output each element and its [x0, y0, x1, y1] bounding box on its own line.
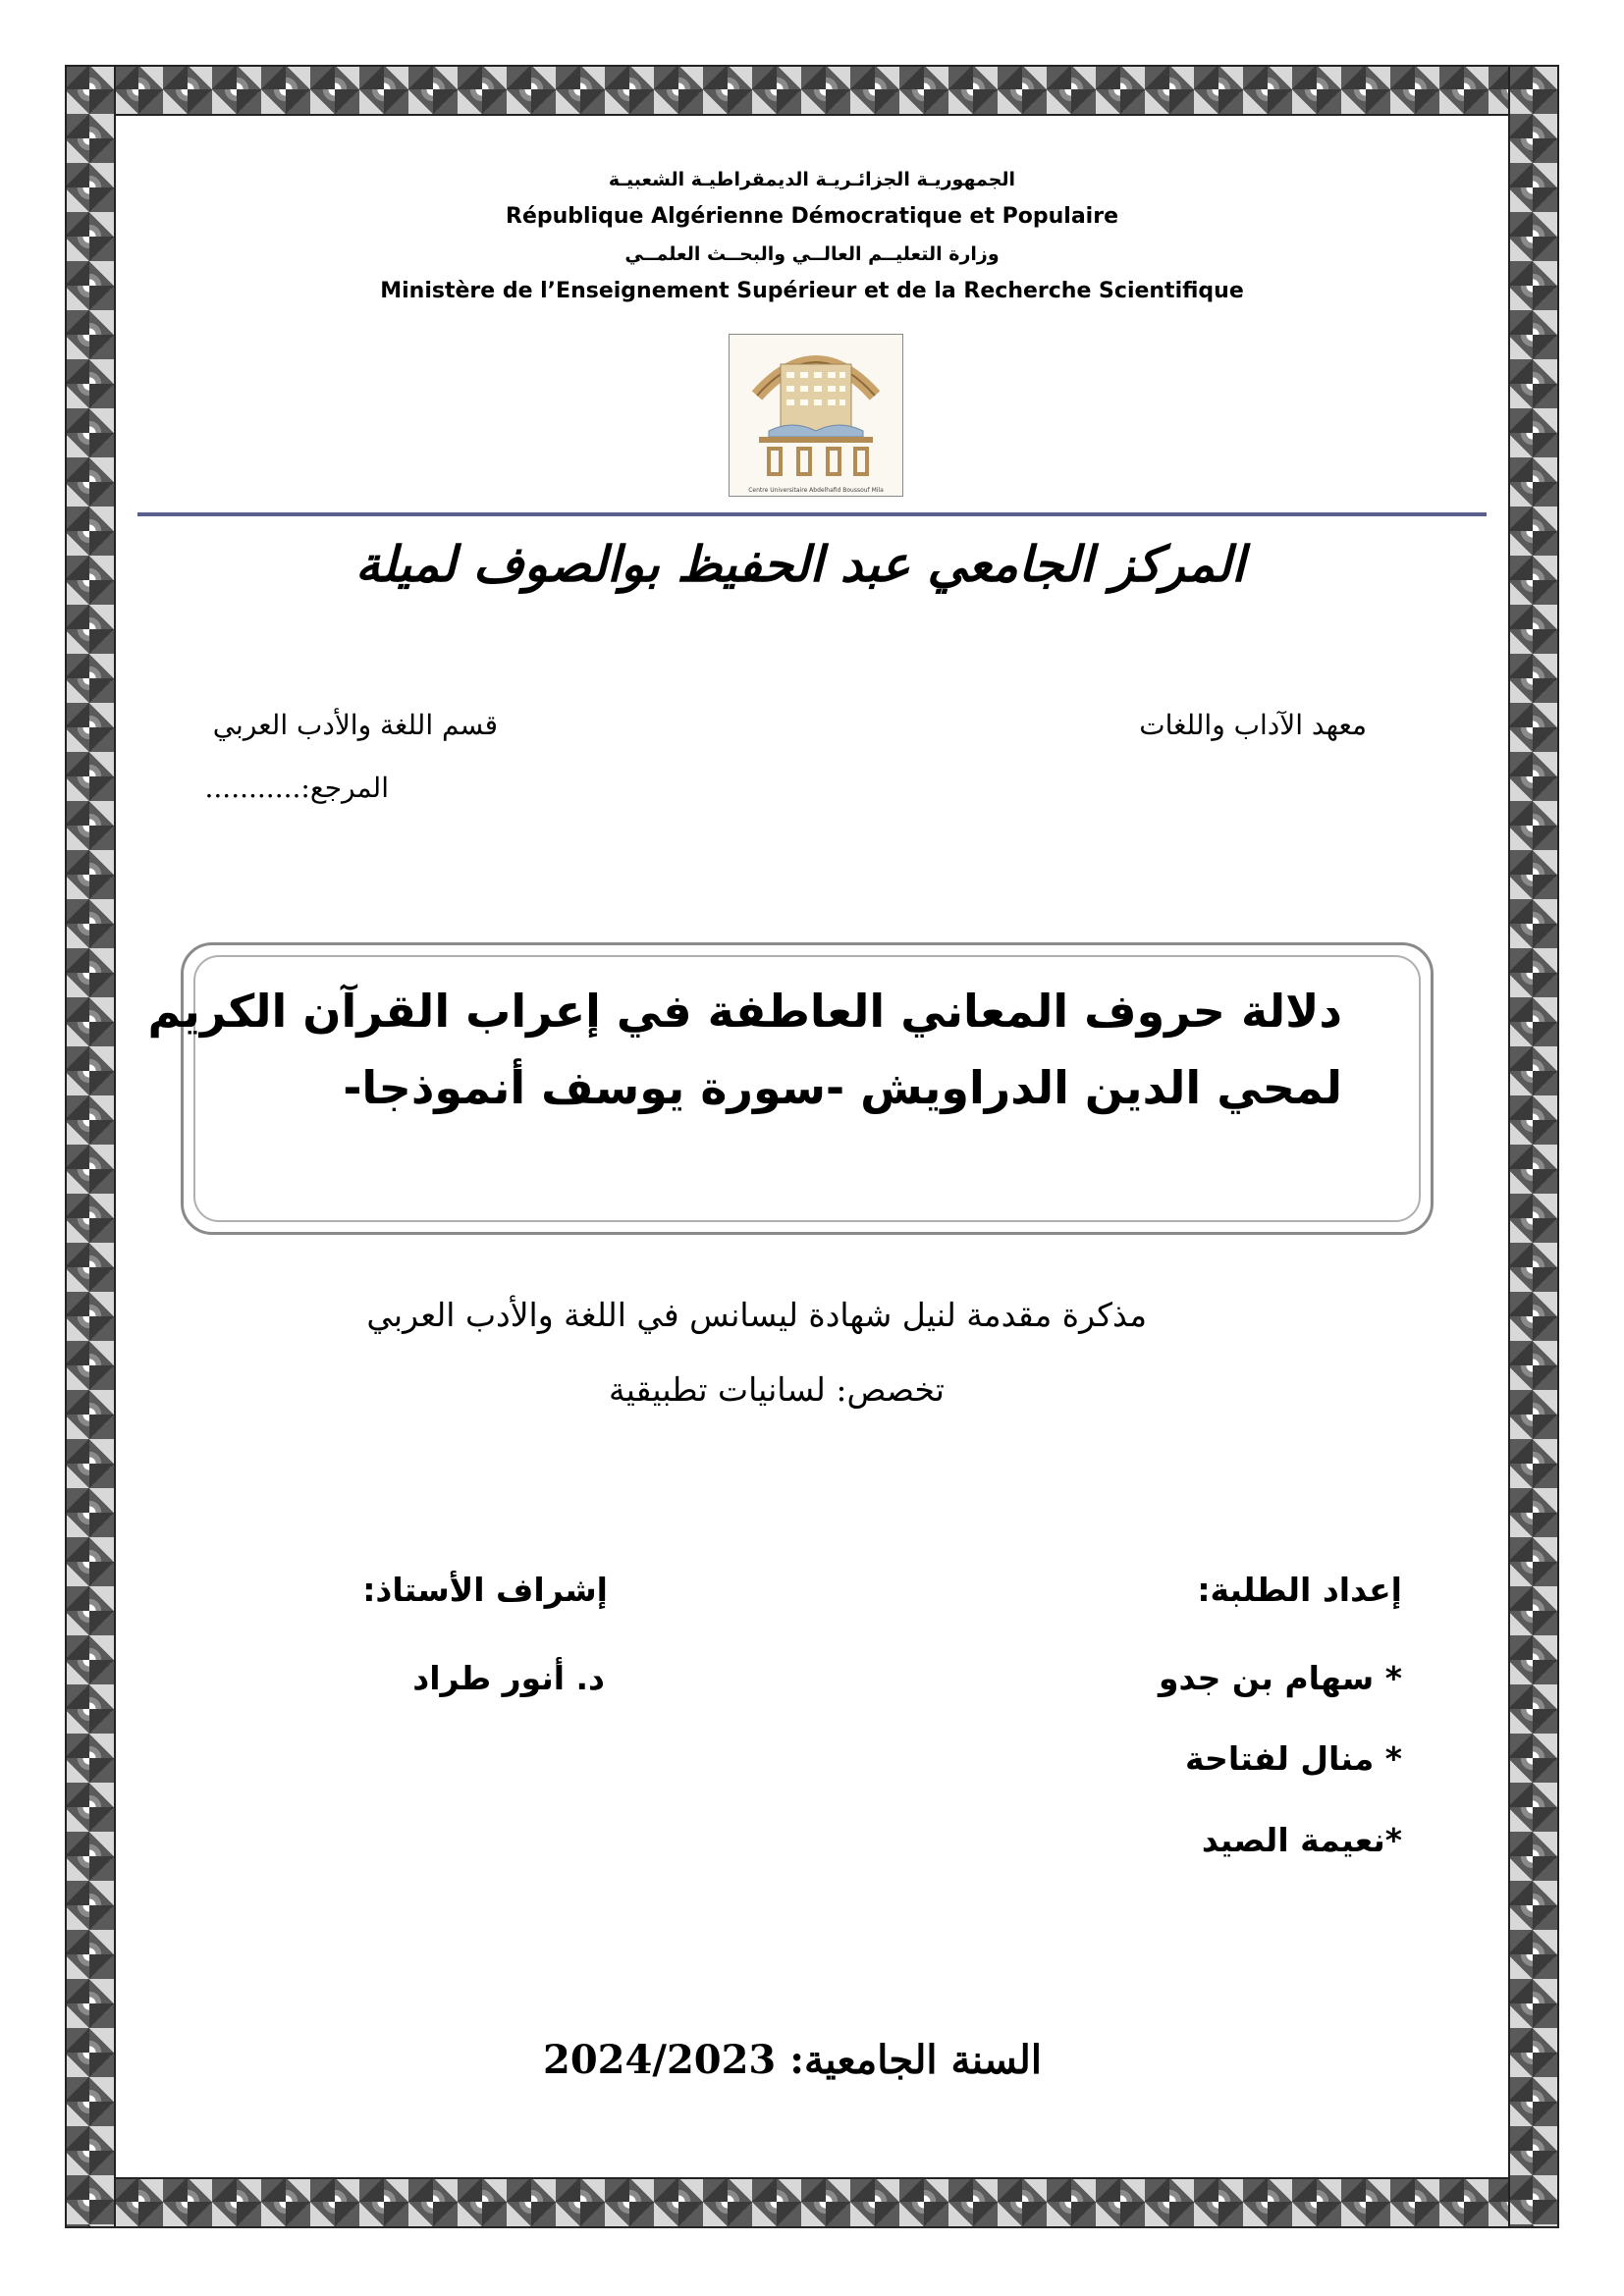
logo-building-icon [730, 335, 902, 482]
header-republic-fr: République Algérienne Démocratique et Populaire [506, 204, 1118, 229]
institute-name: معهد الآداب واللغات [1139, 709, 1367, 741]
thesis-title-line-1: دلالة حروف المعاني العاطفة في إعراب القرآن الكريم [147, 985, 1342, 1038]
institution-name: المركز الجامعي عبد الحفيظ بوالصوف لميلة [354, 535, 1245, 593]
logo-caption: Centre Universitaire Abdelhafid Boussouf Mila [748, 487, 884, 494]
header-divider [137, 512, 1487, 516]
frame-border-left [65, 65, 116, 2228]
academic-year-label: السنة الجامعية: [789, 2037, 1042, 2083]
thesis-title-box [147, 942, 1434, 1235]
speciality: تخصص: لسانيات تطبيقية [609, 1370, 945, 1409]
frame-border-right [1508, 65, 1559, 2228]
supervisor-label: إشراف الأستاذ: [362, 1571, 608, 1609]
academic-year [543, 2037, 1042, 2083]
students-label: إعداد الطلبة: [1197, 1571, 1402, 1609]
university-logo [729, 334, 903, 497]
academic-year-value: 2024/2023 [543, 2037, 777, 2083]
student-name: * سهام بن جدو [1159, 1659, 1402, 1697]
student-name: * منال لفتاحة [1185, 1739, 1402, 1778]
department-name: قسم اللغة والأدب العربي [212, 709, 498, 741]
frame-border-bottom [65, 2177, 1559, 2228]
header-ministry-fr: Ministère de l’Enseignement Supérieur et de la Recherche Scientifique [380, 279, 1244, 303]
frame-border-top [65, 65, 1559, 116]
header-ministry-ar: وزارة التعليــم العالــي والبحــث العلمــي [624, 243, 1000, 265]
thesis-title-line-2: لمحي الدين الدراويش -سورة يوسف أنموذجا- [343, 1061, 1342, 1114]
header-republic-ar: الجمهوريـة الجزائـريـة الديمقراطيـة الشعبيـة [608, 169, 1016, 190]
supervisor-name: د. أنور طراد [412, 1659, 605, 1697]
reference-field: المرجع:........... [204, 772, 389, 804]
memo-description: مذكرة مقدمة لنيل شهادة ليسانس في اللغة والأدب العربي [366, 1296, 1147, 1334]
student-name: *نعيمة الصيد [1201, 1821, 1402, 1859]
